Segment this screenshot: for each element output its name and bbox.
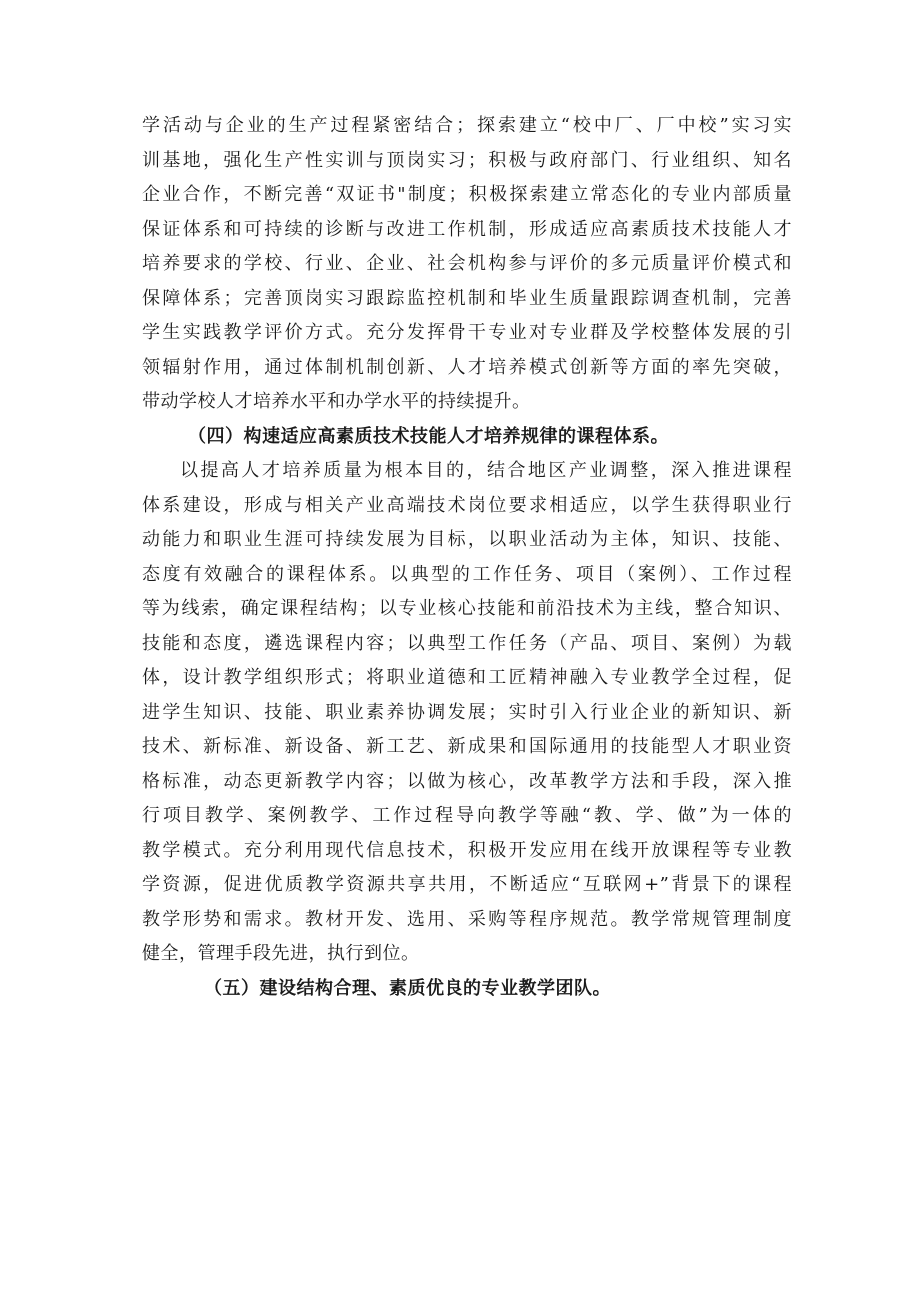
paragraph-line: 以提高人才培养质量为根本目的，结合地区产业调整，深入推进课程: [180, 460, 792, 481]
paragraph-line: 领辐射作用，通过体制机制创新、人才培养模式创新等方面的率先突破，: [142, 356, 792, 378]
paragraph-line: 格标准，动态更新教学内容；以做为核心，改革教学方法和手段，深入推: [142, 770, 792, 792]
paragraph-line: 学资源，促进优质教学资源共享共用，不断适应“互联网+”背景下的课程: [142, 874, 792, 895]
paragraph-line: 动能力和职业生涯可持续发展为目标，以职业活动为主体，知识、技能、: [142, 529, 792, 550]
paragraph-line: 体系建设，形成与相关产业高端技术岗位要求相适应，以学生获得职业行: [142, 494, 792, 516]
paragraph-line: 保证体系和可持续的诊断与改进工作机制，形成适应高素质技术技能人才: [142, 218, 792, 240]
paragraph-curriculum: [142, 454, 792, 972]
paragraph-line: 进学生知识、技能、职业素养协调发展；实时引入行业企业的新知识、新: [142, 701, 792, 723]
paragraph-line: 教学形势和需求。教材开发、选用、采购等程序规范。教学常规管理制度: [142, 908, 792, 930]
paragraph-line: 态度有效融合的课程体系。以典型的工作任务、项目（案例）、工作过程: [142, 563, 792, 585]
paragraph-line: 技能和态度，遴选课程内容；以典型工作任务（产品、项目、案例）为载: [142, 632, 792, 654]
section-heading-5: （五）建设结构合理、素质优良的专业教学团队。: [204, 977, 611, 999]
paragraph-line: 等为线索，确定课程结构；以专业核心技能和前沿技术为主线，整合知识、: [142, 598, 792, 619]
document-body: [142, 109, 792, 1006]
paragraph-line: 保障体系；完善顶岗实习跟踪监控机制和毕业生质量跟踪调查机制，完善: [142, 287, 792, 309]
paragraph-line: 行项目教学、案例教学、工作过程导向教学等融“教、学、做”为一体的: [142, 805, 792, 826]
paragraph-line: 培养要求的学校、行业、企业、社会机构参与评价的多元质量评价模式和: [142, 253, 792, 274]
paragraph-line: 学活动与企业的生产过程紧密结合；探索建立“校中厂、厂中校”实习实: [142, 115, 792, 136]
paragraph-line: 企业合作，不断完善“双证书"制度；积极探索建立常态化的专业内部质量: [142, 184, 792, 205]
paragraph-line: 教学模式。充分利用现代信息技术，积极开发应用在线开放课程等专业教: [142, 839, 792, 861]
paragraph-line: 体，设计教学组织形式；将职业道德和工匠精神融入专业教学全过程，促: [142, 667, 792, 688]
paragraph-line: 技术、新标准、新设备、新工艺、新成果和国际通用的技能型人才职业资: [142, 736, 792, 757]
paragraph-line: 学生实践教学评价方式。充分发挥骨干专业对专业群及学校整体发展的引: [142, 322, 792, 343]
paragraph-line: 带动学校人才培养水平和办学水平的持续提升。: [142, 391, 531, 412]
paragraph-line: 训基地，强化生产性实训与顶岗实习；积极与政府部门、行业组织、知名: [142, 149, 792, 171]
paragraph-continued: [142, 109, 792, 420]
section-heading-4: （四）构速适应高素质技术技能人才培养规律的课程体系。: [188, 425, 669, 447]
paragraph-line: 健全，管理手段先进，执行到位。: [142, 943, 420, 964]
